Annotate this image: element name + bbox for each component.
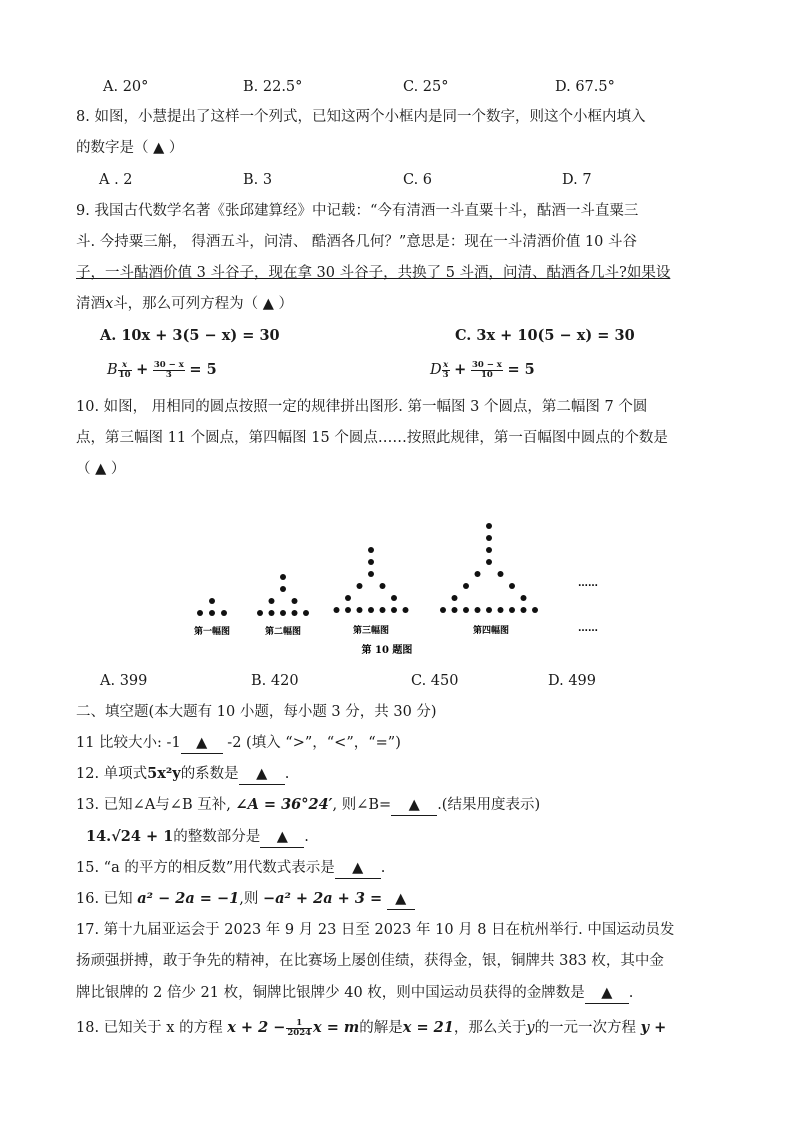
q17-line2: 扬顽强拼搏，敢于争先的精神，在比赛场上屡创佳绩，获得金，银，铜牌共 383 枚，其中金 <box>76 953 664 969</box>
pattern-dot <box>345 607 351 613</box>
q13-angle-expr: ∠A = 36°24′ <box>235 796 333 813</box>
pattern-dot <box>498 607 504 613</box>
q15-prefix: 15. “a 的平方的相反数”用代数式表示是 <box>76 860 335 876</box>
q18 <box>76 1018 666 1038</box>
pattern-dot <box>257 610 263 616</box>
q9-option-c: C. 3x + 10(5 − x) = 30 <box>455 327 635 344</box>
pattern-dot <box>280 586 286 592</box>
q7-option-c: C. 25° <box>403 79 449 95</box>
fig-label-4: 第四幅图 <box>472 626 510 636</box>
q9-option-b-frac2 <box>153 361 185 380</box>
pattern-dot <box>368 559 374 565</box>
q7-option-a: A. 20° <box>103 79 149 95</box>
frac-numerator: 1 <box>286 1019 312 1029</box>
q10-line2: 点，第三幅图 11 个圆点，第四幅图 15 个圆点……按照此规律，第一百幅图中圆点的个数是 <box>76 430 668 446</box>
pattern-dot <box>209 610 215 616</box>
q17-line3-text: 牌比银牌的 2 倍少 21 枚，铜牌比银牌少 40 枚，则中国运动员获得的金牌数是 <box>76 985 585 1001</box>
q18-prefix: 18. 已知关于 x 的方程 <box>76 1020 228 1036</box>
q10-line3: （ ▲ ） <box>76 461 126 477</box>
pattern-dot <box>209 598 215 604</box>
pattern-dot <box>391 595 397 601</box>
q9-line3: 子，一斗酤酒价值 3 斗谷子，现在拿 30 斗谷子，共换了 5 斗酒，问清、酤酒各几斗?如果设 <box>76 265 671 281</box>
fig-label-3: 第三幅图 <box>352 626 390 636</box>
q18-expr-a: x + 2 − <box>227 1019 286 1036</box>
q8-line2: 的数字是（ ▲ ） <box>76 140 184 156</box>
pattern-dot <box>391 607 397 613</box>
q8-option-b: B. 3 <box>243 172 273 188</box>
q18-solution: x = 21 <box>402 1019 454 1036</box>
pattern-dot <box>532 607 538 613</box>
pattern-dot <box>486 559 492 565</box>
q11 <box>76 733 401 754</box>
pattern-dot <box>463 607 469 613</box>
ellipsis-lower: …… <box>578 623 598 634</box>
pattern-dot <box>197 610 203 616</box>
pattern-dot <box>269 598 275 604</box>
pattern-dot <box>292 610 298 616</box>
q13-answer-blank: ▲ <box>391 795 437 816</box>
q9-option-b <box>107 360 217 380</box>
q9-option-d-label: D <box>430 362 442 378</box>
q10-dot-pattern-figure <box>0 480 793 665</box>
pattern-dot <box>452 607 458 613</box>
q9-variable-x: x <box>105 296 114 312</box>
q12-text: 的系数是 <box>180 766 239 782</box>
q17-line3 <box>76 983 633 1004</box>
q9-line2: 斗. 今持粟三斛， 得酒五斗，问清、 酷酒各几何？”意思是：现在一斗清酒价值 10 斗谷 <box>76 234 638 250</box>
frac-numerator: 30 − x <box>471 359 502 370</box>
pattern-dot <box>345 595 351 601</box>
pattern-dot <box>475 607 481 613</box>
q9-option-a: A. 10x + 3(5 − x) = 30 <box>100 327 280 344</box>
pattern-dot <box>509 607 515 613</box>
q8-option-a: A . 2 <box>99 172 133 188</box>
ellipsis-upper: …… <box>578 578 598 589</box>
q14-answer-blank: ▲ <box>260 827 304 848</box>
q10-option-a: A. 399 <box>100 673 148 689</box>
q15-period: . <box>380 860 386 876</box>
q9-line1: 9. 我国古代数学名著《张邱建算经》中记载：“今有清酒一斗直粟十斗，酤酒一斗直粟三 <box>76 203 639 219</box>
q8-option-c: C. 6 <box>403 172 433 188</box>
q14-text: 的整数部分是 <box>173 829 261 845</box>
q18-fraction <box>286 1019 312 1038</box>
q14 <box>86 827 309 848</box>
q9-option-d <box>430 360 535 380</box>
pattern-dot <box>380 583 386 589</box>
q18-variable-y: y <box>526 1020 535 1036</box>
pattern-dot <box>486 547 492 553</box>
q7-option-d: D. 67.5° <box>555 79 615 95</box>
q10-option-d: D. 499 <box>548 673 597 689</box>
q11-suffix: -2 (填入 “>”，“<”，“=”) <box>222 735 401 751</box>
q12 <box>76 764 289 785</box>
q12-period: . <box>284 766 290 782</box>
equals-five: = 5 <box>189 361 217 378</box>
frac-numerator: x <box>443 359 449 370</box>
q9-option-b-label: B <box>107 362 118 378</box>
q13-text: , 则∠B= <box>332 797 392 813</box>
pattern-dot <box>368 571 374 577</box>
fig-label-2: 第二幅图 <box>264 627 302 637</box>
q18-text-3: 的一元一次方程 <box>534 1020 641 1036</box>
pattern-dot <box>368 607 374 613</box>
pattern-dot <box>357 583 363 589</box>
q13-prefix: 13. 已知∠A与∠B 互补, <box>76 797 236 813</box>
q17-answer-blank: ▲ <box>585 983 629 1004</box>
pattern-dot <box>334 607 340 613</box>
frac-numerator: 30 − x <box>153 359 184 370</box>
frac-numerator: x <box>118 361 132 371</box>
pattern-dot <box>486 523 492 529</box>
q9-line4-text-b: 斗，那么可列方程为（ ▲ ） <box>113 296 294 312</box>
q9-option-d-frac1 <box>442 361 450 380</box>
q13-suffix: .(结果用度表示) <box>437 797 541 813</box>
pattern-dot <box>280 610 286 616</box>
frac-denominator: 3 <box>165 369 172 380</box>
q14-number: 14. <box>86 828 112 845</box>
q17-period: . <box>628 985 634 1001</box>
q10-line1: 10. 如图， 用相同的圆点按照一定的规律拼出图形. 第一幅图 3 个圆点，第二幅图 7 个圆 <box>76 399 648 415</box>
q9-option-b-frac1 <box>118 361 132 380</box>
pattern-dot <box>440 607 446 613</box>
pattern-dot <box>357 607 363 613</box>
q18-tail: y + <box>640 1019 667 1036</box>
q17-line1: 17. 第十九届亚运会于 2023 年 9 月 23 日至 2023 年 10 月 8 日在杭州举行. 中国运动员发 <box>76 922 675 938</box>
pattern-dot <box>221 610 227 616</box>
q16 <box>76 889 415 910</box>
q15-answer-blank: ▲ <box>335 858 381 879</box>
q9-option-d-frac2 <box>471 361 503 380</box>
section-2-heading: 二、填空题(本大题有 10 小题，每小题 3 分，共 30 分) <box>76 704 437 720</box>
pattern-dot <box>498 571 504 577</box>
q18-expr-b: x = m <box>313 1019 360 1036</box>
q8-line1: 8. 如图，小慧提出了这样一个列式，已知这两个小框内是同一个数字，则这个小框内填入 <box>76 109 646 125</box>
q16-given-equation: a² − 2a = −1 <box>137 890 240 907</box>
q16-prefix: 16. 已知 <box>76 891 138 907</box>
pattern-dot <box>509 583 515 589</box>
pattern-dot <box>452 595 458 601</box>
pattern-dot <box>269 610 275 616</box>
frac-denominator: 2024 <box>287 1027 312 1038</box>
q13 <box>76 795 540 816</box>
q10-option-b: B. 420 <box>251 673 299 689</box>
q9-line4 <box>76 294 293 314</box>
pattern-dot <box>486 607 492 613</box>
q11-answer-blank: ▲ <box>181 733 223 754</box>
q10-option-c: C. 450 <box>411 673 459 689</box>
pattern-dot <box>486 535 492 541</box>
pattern-dot <box>380 607 386 613</box>
q14-expression: √24 + 1 <box>111 828 174 845</box>
pattern-dot <box>303 610 309 616</box>
pattern-dot <box>403 607 409 613</box>
figure-caption: 第 10 题图 <box>361 645 413 656</box>
pattern-dot <box>475 571 481 577</box>
q15 <box>76 858 385 879</box>
plus-sign: + <box>136 361 149 378</box>
q7-option-b: B. 22.5° <box>243 79 303 95</box>
frac-denominator: 10 <box>480 369 493 380</box>
q18-text: 的解是 <box>359 1020 403 1036</box>
q12-monomial: 5x²y <box>147 765 181 782</box>
plus-sign: + <box>454 361 467 378</box>
q14-period: . <box>304 829 309 845</box>
q18-text-2: ，那么关于 <box>453 1020 527 1036</box>
q8-option-d: D. 7 <box>562 172 592 188</box>
fig-label-1: 第一幅图 <box>193 627 231 637</box>
q16-text: ,则 <box>239 891 263 907</box>
pattern-dot <box>463 583 469 589</box>
q12-prefix: 12. 单项式 <box>76 766 148 782</box>
q11-prefix: 11 比较大小: -1 <box>76 735 181 751</box>
equals-five: = 5 <box>507 361 535 378</box>
pattern-dot <box>521 595 527 601</box>
pattern-dot <box>368 547 374 553</box>
pattern-dot <box>521 607 527 613</box>
frac-denominator: 3 <box>442 369 449 380</box>
dot-pattern-dots <box>197 523 538 616</box>
pattern-dot <box>280 574 286 580</box>
q12-answer-blank: ▲ <box>239 764 285 785</box>
q16-answer-blank: ▲ <box>387 889 415 910</box>
pattern-dot <box>292 598 298 604</box>
frac-denominator: 10 <box>118 369 131 380</box>
q9-line4-text-a: 清酒 <box>76 296 105 312</box>
q16-target-expression: −a² + 2a + 3 = <box>262 890 383 907</box>
